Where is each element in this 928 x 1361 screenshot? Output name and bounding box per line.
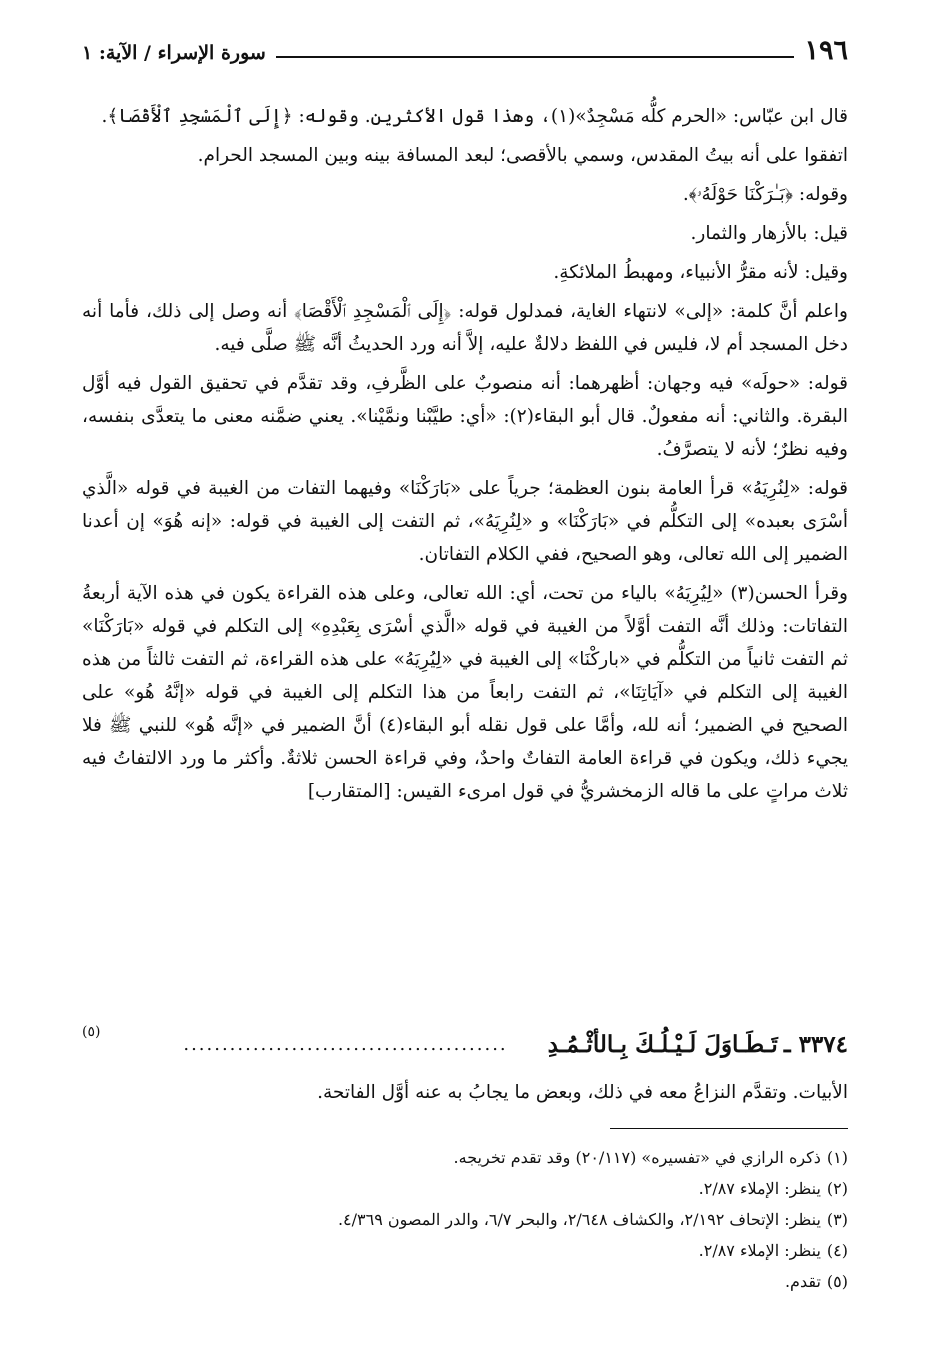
footnote-text: ذكره الرازي في «تفسيره» (٢٠/١١٧) وقد تقدم تخريجه. [453,1148,821,1167]
paragraph: وقيل: لأنه مقرُّ الأنبياء، ومهبطُ الملائكةِ. [553,262,848,283]
running-title: سورة الإسراء / الآية: ١ [82,42,266,64]
paragraph: قيل: بالأزهار والثمار. [690,223,848,244]
footnote-text: ينظر: الإتحاف ٢/١٩٢، والكشاف ٢/٦٤٨، والبحر ٦/٧، والدر المصون ٤/٣٦٩. [337,1210,821,1229]
closing-paragraph: الأبيات. وتقدَّم النزاعُ معه في ذلك، وبعض ما يجابُ به عنه أوَّل الفاتحة. [317,1082,848,1103]
paragraph: وقرأ الحسن(٣) «لِيُرِيَهُ» بالياء من تحت، أي: الله تعالى، وعلى هذه القراءة يكون في هذه الآية أربعةُ التفاتات: وذلك أنَّه التفت أوَّلاً من الغيبة في قوله «الَّذي أسْرَى بِعَبْدِهِ» إلى التكلم في قوله «بَارَكْنَا» ثم التفت ثانياً من التكلُّم في «باركْنَا» إلى الغيبة في «لِيُرِيَهُ» على هذه القراءة، ثم التفت ثالثاً من هذه الغيبة إلى التكلم في «آيَاتِنَا»، ثم التفت رابعاً من هذا التكلم إلى الغيبة في قوله «إنَّهُ هُو» على الصحيح في الضمير؛ أنه لله، وأمَّا على قول نقله أبو البقاء(٤) أنَّ الضمير في «إنَّه هُو» للنبي ﷺ فلا يجيء ذلك، ويكون في قراءة العامة التفاتٌ واحدٌ، وفي قراءة الحسن ثلاثةٌ. وأكثر ما ورد الالتفاتُ فيه ثلاث مراتٍ على ما قاله الزمخشريُّ في قول امرىء القيس: [المتقارب] [82,583,848,802]
footnote-number: (٣) [826,1210,848,1229]
footnote [82,1235,848,1266]
footnote-number: (٢) [826,1179,848,1198]
footnote-text: ينظر: الإملاء ٢/٨٧. [698,1179,821,1198]
footnote [82,1266,848,1297]
paragraph: اتفقوا على أنه بيتُ المقدس، وسمي بالأقصى؛ لبعد المسافة بينه وبين المسجد الحرام. [197,145,848,166]
paragraph: قال ابن عبّاس: «الحرم كلُّه مَسْجِدٌ»(١)، وهذا قول الأكثرين. وقوله: ﴿إِلَى ٱلْمَسْجِدِ ٱلْأَقْصَا﴾. [101,106,848,127]
footnotes [82,1142,848,1297]
footnote-number: (٤) [826,1241,848,1260]
footnote-text: تقدم. [784,1272,821,1291]
paragraph: قوله: «حولَه» فيه وجهان: أظهرهما: أنه منصوبٌ على الظَّرفِ، وقد تقدَّم في تحقيق القول فيه أوَّل البقرة. والثاني: أنه مفعولٌ. قال أبو البقاء(٢): «أي: طيَّبْنا ونمَّيْنا». يعني ضمَّنه معنى ما يتعدَّى بنفسه، وفيه نظرٌ؛ لأنه لا يتصرَّفُ. [82,373,848,460]
footnote-separator [610,1128,848,1129]
header-rule [276,56,795,58]
verse-text: تَـطَـاوَلَ لَـيْـلُـكَ بِـالأثْـمُـدِ [547,1030,778,1058]
main-text [82,100,848,814]
verse-number: ٣٣٧٤ ـ [783,1030,848,1058]
footnote [82,1142,848,1173]
footnote [82,1173,848,1204]
verse-ellipsis: .......................................... [183,1033,508,1055]
paragraph: واعلم أنَّ كلمة: «إلى» لانتهاء الغاية، فمدلول قوله: ﴿إِلَى ٱلْمَسْجِدِ ٱلْأَقْصَا﴾ أنه وصل إلى ذلك، فأما أنه دخل المسجد أم لا، فليس في اللفظ دلالةٌ عليه، إلاَّ أنه ورد الحديثُ أنَّه ﷺ صلَّى فيه. [82,301,848,355]
page-number: ١٩٦ [804,35,848,66]
footnote [82,1204,848,1235]
poetry-verse [82,1024,848,1064]
footnote-number: (٥) [826,1272,848,1291]
footnote-number: (١) [826,1148,848,1167]
page-header [82,30,848,66]
paragraph: وقوله: ﴿بَـٰرَكْنَا حَوْلَهُۥ﴾. [682,184,848,205]
verse-footnote-ref: (٥) [82,1024,101,1040]
footnote-text: ينظر: الإملاء ٢/٨٧. [698,1241,821,1260]
paragraph: قوله: «لِنُرِيَهُ» قرأ العامة بنون العظمة؛ جرياً على «بَارَكْنَا» وفيهما التفات من الغيبة في قوله «الَّذي أسْرَى بعبده» إلى التكلُّم في «بَارَكْنَا» و «لِنُرِيَهُ»، ثم التفت إلى الغيبة في قوله: «إنه هُوَ» إن أعدنا الضمير إلى الله تعالى، وهو الصحيح، ففي الكلام التفاتان. [82,478,848,565]
